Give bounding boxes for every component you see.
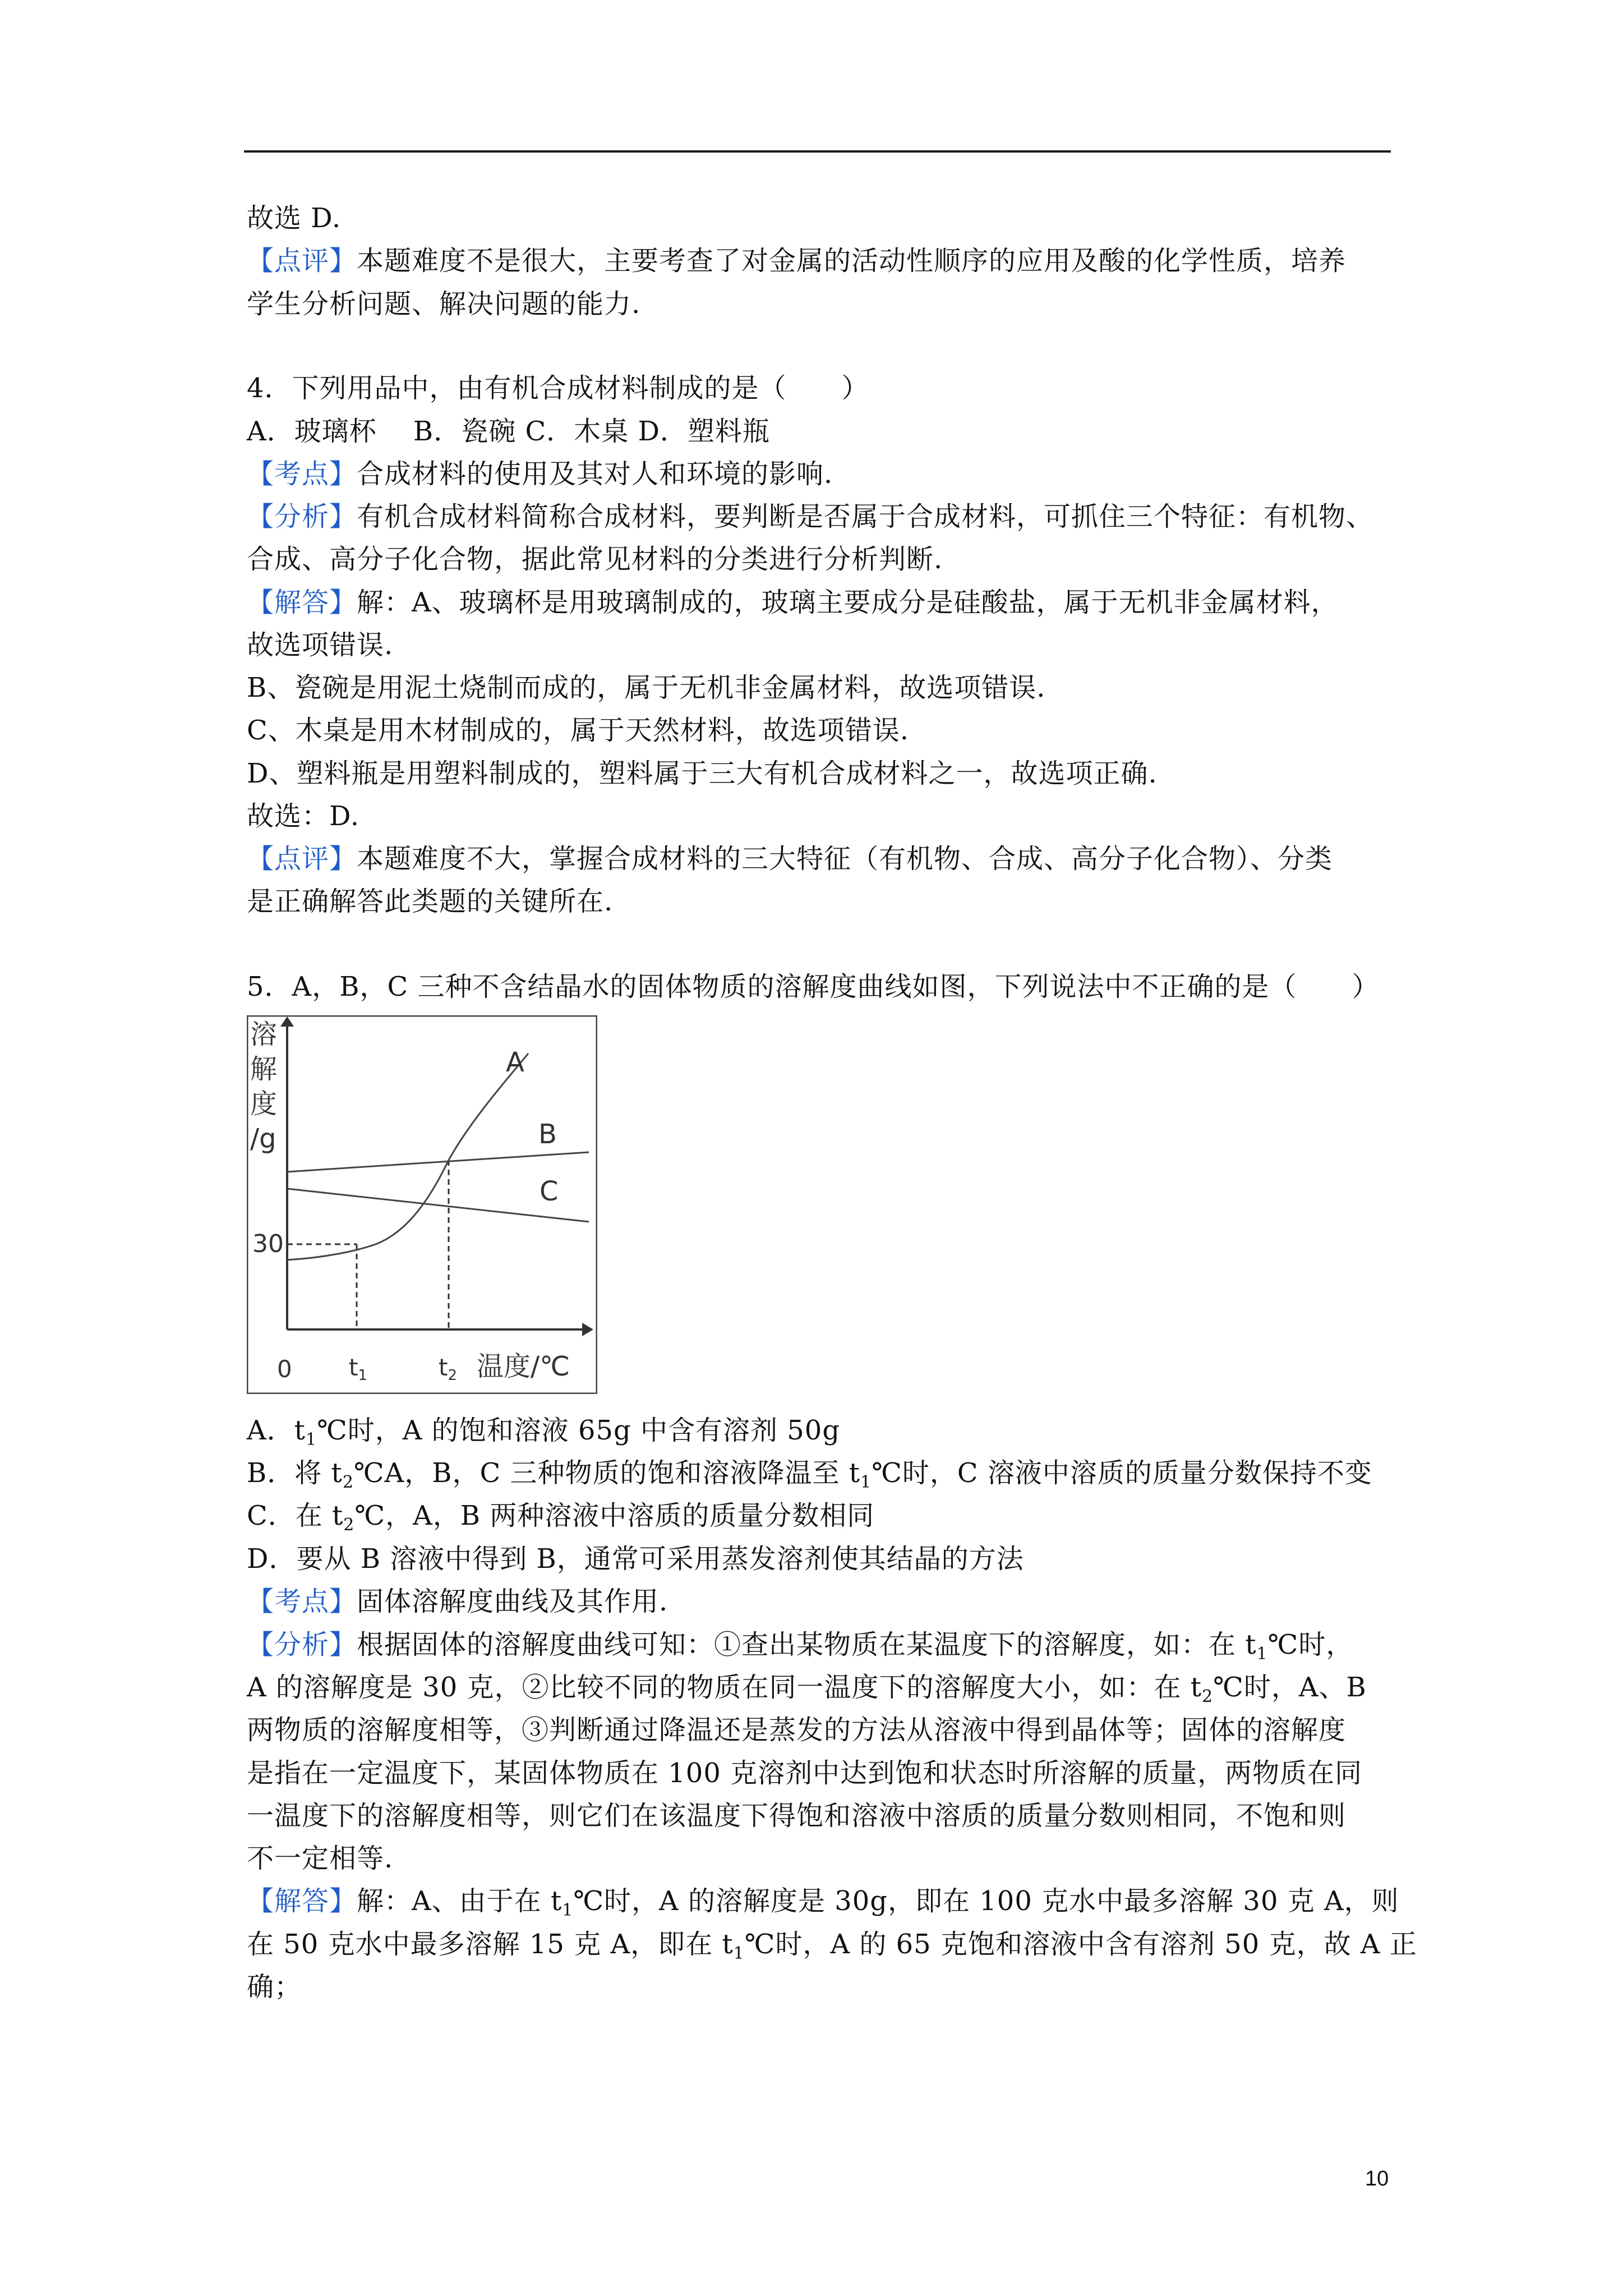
- text-line: 两物质的溶解度相等，③判断通过降温还是蒸发的方法从溶液中得到晶体等；固体的溶解度: [247, 1714, 1347, 1746]
- kaodian-text: 合成材料的使用及其对人和环境的影响.: [357, 458, 833, 490]
- text-line: 故选项错误.: [247, 629, 394, 661]
- fenxi-line: 【分析】根据固体的溶解度曲线可知：①查出某物质在某温度下的溶解度，如：在 $t_1℃$时，: [247, 1629, 1354, 1664]
- text-line: 是指在一定温度下，某固体物质在 100 克溶剂中达到饱和状态时所溶解的质量，两物质在同: [247, 1757, 1363, 1789]
- text-line: 故选：D.: [247, 800, 360, 832]
- solubility-curve-chart: [247, 1015, 597, 1394]
- jieda-tag: 【解答】: [247, 1885, 357, 1917]
- text-line: C、木桌是用木材制成的，属于天然材料，故选项错误.: [247, 715, 909, 746]
- text-line: 确；: [247, 1971, 302, 2003]
- kaodian-line: [247, 1588, 668, 1615]
- dianping-line: [247, 843, 1333, 875]
- option-a: A．$t_1℃$时，A 的饱和溶液 65g 中含有溶剂 50g: [247, 1415, 841, 1450]
- kaodian-text: 固体溶解度曲线及其作用.: [357, 1586, 668, 1617]
- comment-tag: 【点评】: [247, 245, 357, 277]
- series-c-label: C: [540, 1176, 559, 1207]
- text-line: D、塑料瓶是用塑料制成的，塑料属于三大有机合成材料之一，故选项正确.: [247, 758, 1158, 789]
- y-tick-30: 30: [252, 1230, 284, 1258]
- question-5-stem: 5．A，B，C 三种不含结晶水的固体物质的溶解度曲线如图，下列说法中不正确的是（ ）: [247, 971, 1380, 1002]
- y-axis-label-char: /g: [250, 1123, 276, 1154]
- kaodian-tag: 【考点】: [247, 458, 357, 490]
- comment-text: 本题难度不是很大，主要考查了对金属的活动性顺序的应用及酸的化学性质，培养: [357, 245, 1347, 277]
- text-line: B、瓷碗是用泥土烧制而成的，属于无机非金属材料，故选项错误.: [247, 672, 1046, 703]
- series-a-line: [287, 1053, 528, 1260]
- text-line: 是正确解答此类题的关键所在.: [247, 886, 614, 917]
- x-tick-t2: t2: [439, 1354, 458, 1384]
- y-axis-label-char: 度: [250, 1088, 278, 1120]
- fenxi-text: 有机合成材料简称合成材料，要判断是否属于合成材料，可抓住三个特征：有机物、: [357, 501, 1374, 532]
- text-line: 学生分析问题、解决问题的能力.: [247, 288, 641, 320]
- series-a-label: A: [506, 1047, 524, 1078]
- series-b-line: [287, 1152, 589, 1172]
- y-axis-label-char: 解: [250, 1053, 278, 1085]
- jieda-line: 【解答】解：A、由于在 $t_1℃$时，A 的溶解度是 30g，即在 100 克水中最多溶解 30 克 A，则: [247, 1885, 1399, 1920]
- jieda-line: [247, 589, 1339, 616]
- option-b: B．将 $t_2℃A$，B，C 三种物质的饱和溶液降温至 $t_1℃$时，C 溶液中溶质的质量分数保持不变: [247, 1457, 1372, 1492]
- question-4-stem: 4．下列用品中，由有机合成材料制成的是（ ）: [247, 372, 869, 404]
- x-axis-label: 温度/℃: [477, 1351, 570, 1382]
- text-line: 在 50 克水中最多溶解 15 克 A，即在 $t_1℃$时，A 的 65 克饱和溶液中含有溶剂 50 克，故 A 正: [247, 1929, 1417, 1963]
- dianping-tag: 【点评】: [247, 843, 357, 875]
- fenxi-tag: 【分析】: [247, 501, 357, 532]
- comment-line: [247, 245, 1347, 277]
- text-line: 不一定相等.: [247, 1843, 394, 1874]
- dianping-text: 本题难度不大，掌握合成材料的三大特征（有机物、合成、高分子化合物）、分类: [357, 843, 1333, 875]
- jieda-tag: 【解答】: [247, 587, 357, 618]
- text-line: 合成、高分子化合物，据此常见材料的分类进行分析判断.: [247, 544, 943, 575]
- text-line: 故选 D.: [247, 203, 342, 234]
- y-axis-label-char: 溶: [250, 1019, 278, 1050]
- fenxi-tag: 【分析】: [247, 1629, 357, 1660]
- kaodian-tag: 【考点】: [247, 1586, 357, 1617]
- series-b-label: B: [538, 1119, 557, 1150]
- x-axis-arrow: [582, 1323, 593, 1336]
- y-axis-label: [250, 1019, 277, 1154]
- jieda-text: 解：A、玻璃杯是用玻璃制成的，玻璃主要成分是硅酸盐，属于无机非金属材料，: [357, 587, 1339, 618]
- header-rule: [244, 150, 1391, 153]
- question-4-options: A．玻璃杯 B．瓷碗 C．木桌 D．塑料瓶: [247, 416, 770, 447]
- y-axis-arrow: [280, 1016, 294, 1027]
- fenxi-line: [247, 503, 1373, 530]
- text-line: 一温度下的溶解度相等，则它们在该温度下得饱和溶液中溶质的质量分数则相同，不饱和则: [247, 1800, 1347, 1832]
- option-d: D．要从 B 溶液中得到 B，通常可采用蒸发溶剂使其结晶的方法: [247, 1543, 1024, 1575]
- kaodian-line: [247, 458, 833, 490]
- option-c: C．在 $t_2℃$，A，B 两种溶液中溶质的质量分数相同: [247, 1500, 875, 1535]
- page-number: 10: [1365, 2167, 1389, 2191]
- text-line: A 的溶解度是 30 克，②比较不同的物质在同一温度下的溶解度大小，如：在 $t_2℃$时，A、B: [247, 1672, 1367, 1706]
- origin-label: 0: [277, 1355, 292, 1383]
- x-tick-t1: t1: [349, 1354, 368, 1384]
